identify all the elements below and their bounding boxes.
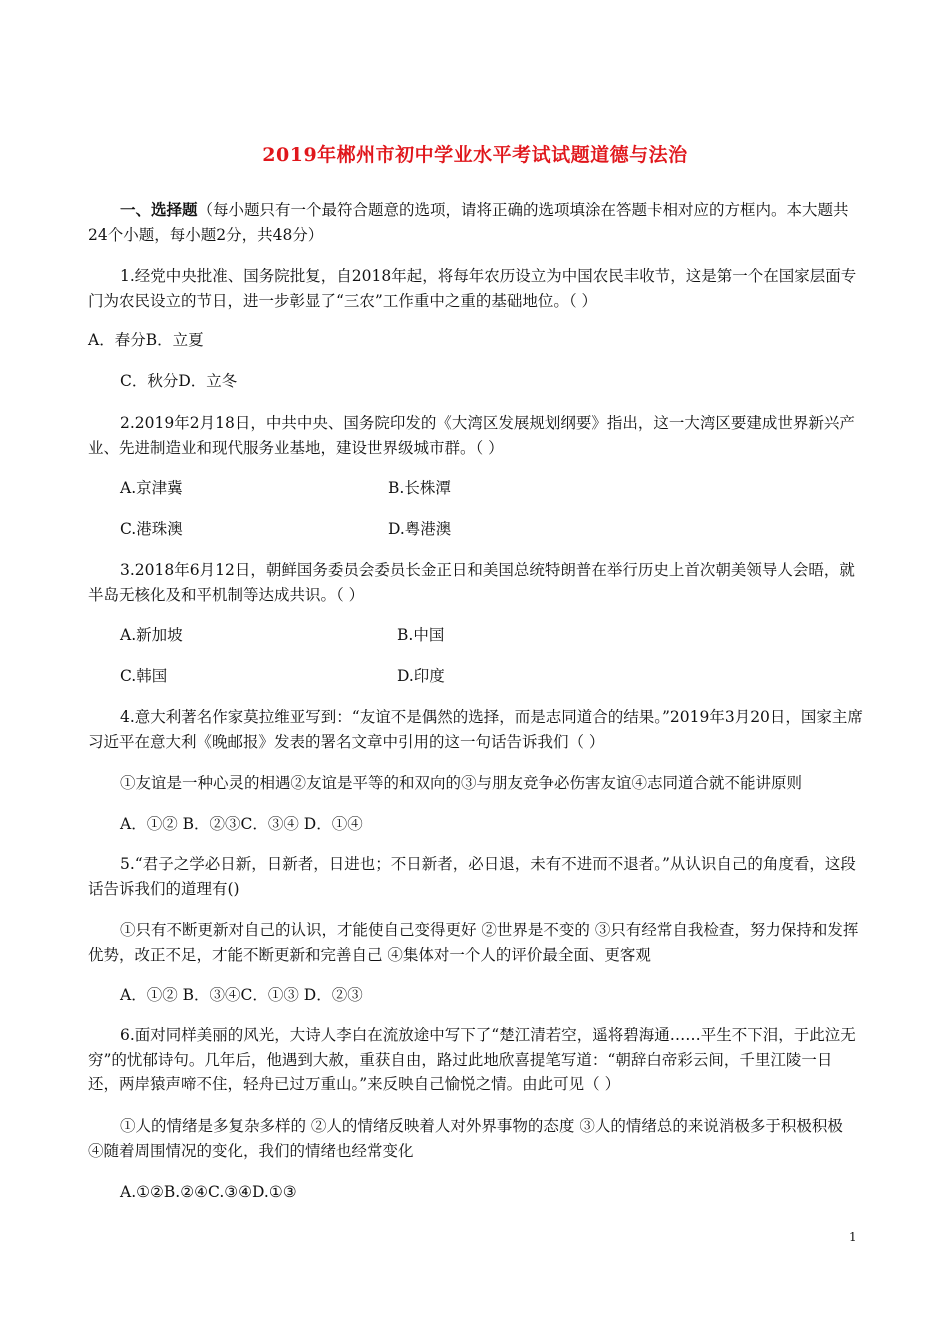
question-5-stem: 5.“君子之学必日新，日新者，日进也；不日新者，必日退，未有不进而不退者。”从认识自己的角度看，这段话告诉我们的道理有() [88,855,856,898]
question-5-items: ①只有不断更新对自己的认识，才能使自己变得更好 ②世界是不变的 ③只有经常自我检查，努力保持和发挥优势，改正不足，才能不断更新和完善自己 ④集体对一个人的评价最全面、更客观 [88,921,859,964]
page-number: 1 [849,1230,857,1244]
question-5-options: A．①② B．③④C．①③ D．②③ [120,986,363,1004]
question-4-items: ①友谊是一种心灵的相遇②友谊是平等的和双向的③与朋友竞争必伤害友谊④志同道合就不能讲原则 [120,774,803,792]
section-label: 一、选择题 [120,200,198,219]
question-2-option-b: B.长株潭 [388,479,451,497]
question-3-option-a: A.新加坡 [120,626,183,644]
question-4-stem: 4.意大利著名作家莫拉维亚写到：“友谊不是偶然的选择，而是志同道合的结果。”2019年3月20日，国家主席习近平在意大利《晚邮报》发表的署名文章中引用的这一句话告诉我们（ ） [88,708,863,751]
question-6-stem: 6.面对同样美丽的风光，大诗人李白在流放途中写下了“楚江清若空，遥将碧海通……平生不下泪，于此泣无穷”的忧郁诗句。几年后，他遇到大赦，重获自由，路过此地欣喜提笔写道：“朝辞白帝彩云间，千里江陵一日还，两岸猿声啼不住，轻舟已过万重山。”来反映自己愉悦之情。由此可见（ ） [88,1026,856,1093]
section-heading [88,198,863,247]
question-2-option-d: D.粤港澳 [388,520,452,538]
question-6-options: A.①②B.②④C.③④D.①③ [120,1183,297,1201]
question-1-stem: 1.经党中央批准、国务院批复，自2018年起，将每年农历设立为中国农民丰收节，这是第一个在国家层面专门为农民设立的节日，进一步彰显了“三农”工作重中之重的基础地位。（ ） [88,267,857,310]
question-6-items: ①人的情绪是多复杂多样的 ②人的情绪反映着人对外界事物的态度 ③人的情绪总的来说消极多于积极积极 ④随着周围情况的变化，我们的情绪也经常变化 [88,1117,843,1160]
question-3-stem: 3.2018年6月12日，朝鲜国务委员会委员长金正日和美国总统特朗普在举行历史上首次朝美领导人会晤，就半岛无核化及和平机制等达成共识。（ ） [88,561,855,604]
question-1-options-ab: A．春分B．立夏 [88,331,204,349]
question-3-option-d: D.印度 [397,667,445,685]
question-4-options: A．①② B．②③C．③④ D．①④ [120,815,363,833]
page-title: 2019年郴州市初中学业水平考试试题道德与法治 [262,144,688,166]
question-1-options-cd: C．秋分D．立冬 [120,372,238,390]
question-3-option-b: B.中国 [397,626,445,644]
question-2-option-a: A.京津冀 [120,479,183,497]
question-2-option-c: C.港珠澳 [120,520,183,538]
section-note: （每小题只有一个最符合题意的选项，请将正确的选项填涂在答题卡相对应的方框内。本大题共24个小题，每小题2分，共48分） [88,201,849,244]
question-2-stem: 2.2019年2月18日，中共中央、国务院印发的《大湾区发展规划纲要》指出，这一大湾区要建成世界新兴产业、先进制造业和现代服务业基地，建设世界级城市群。（ ） [88,414,855,457]
question-3-option-c: C.韩国 [120,667,168,685]
